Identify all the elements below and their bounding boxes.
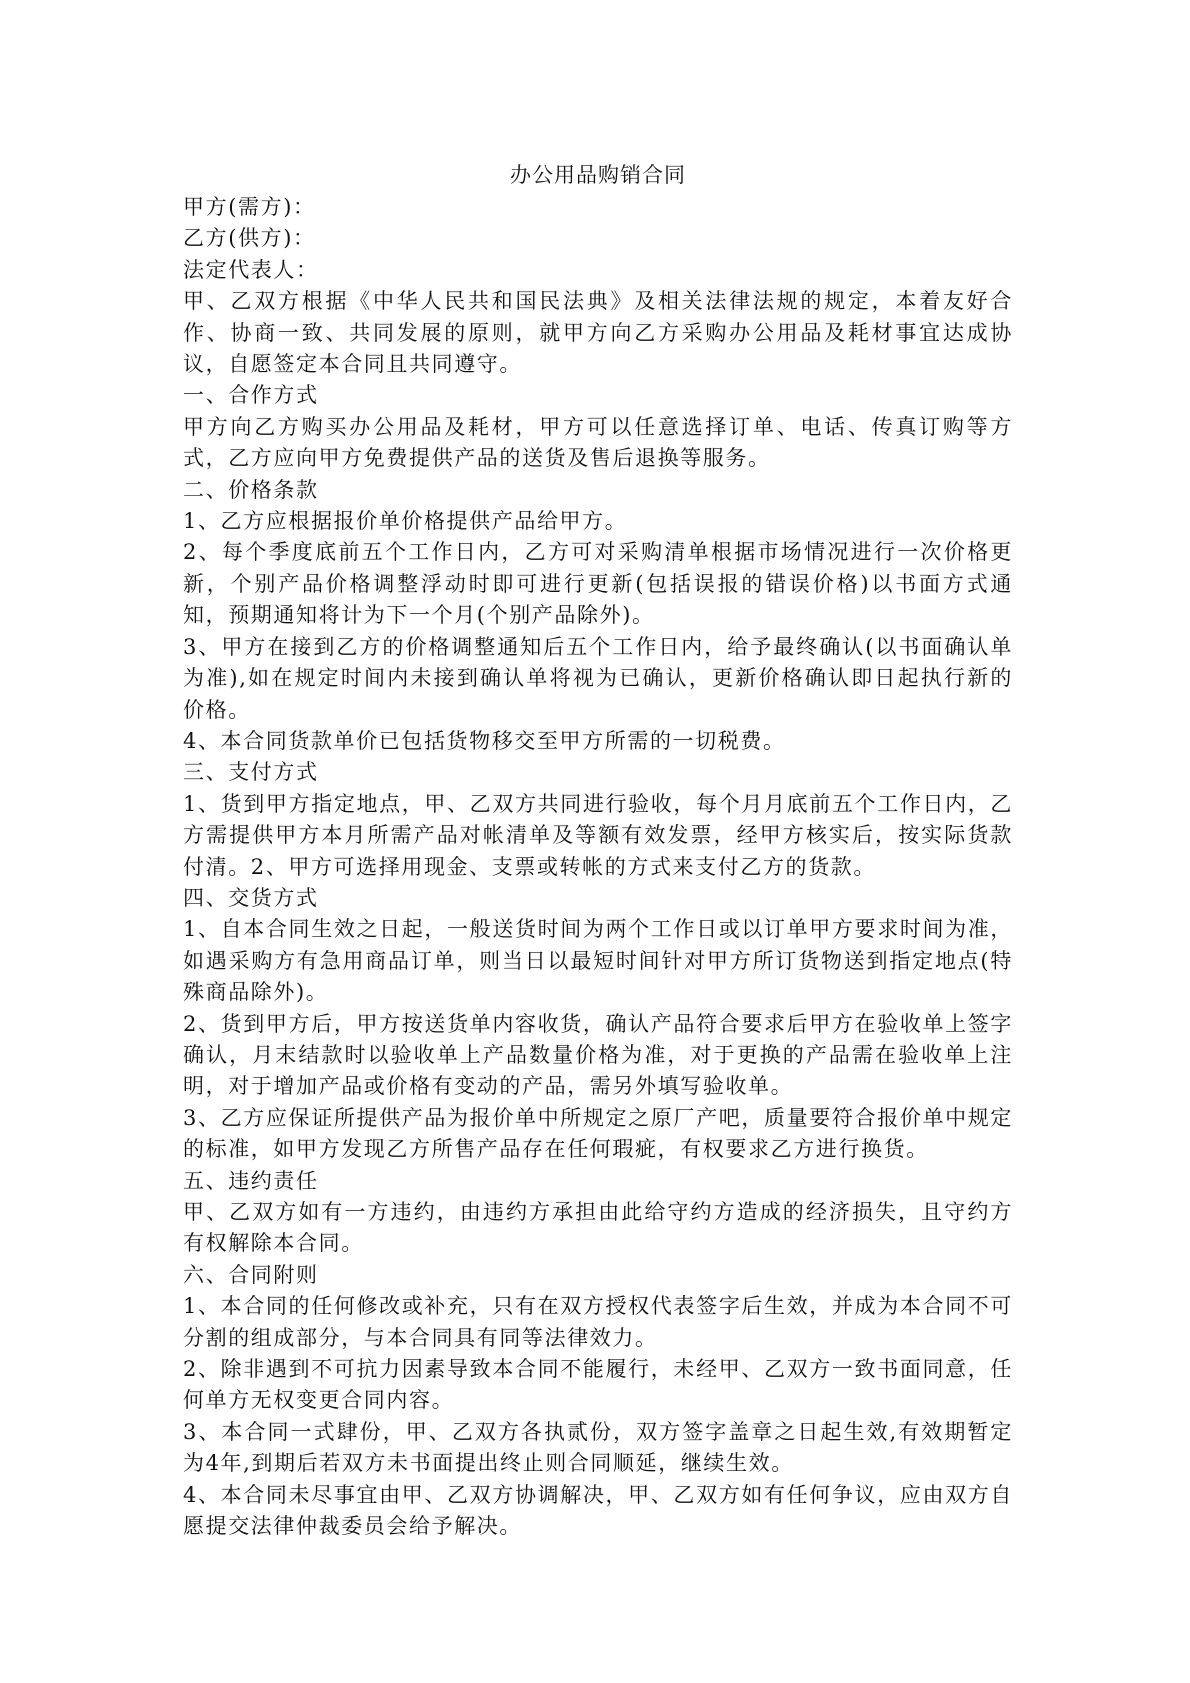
supplementary-clause-4: 4、本合同未尽事宜由甲、乙双方协调解决，甲、乙双方如有任何争议，应由双方自愿提交法律仲裁委员会给予解决。 (183, 1482, 1013, 1539)
legal-representative-field: 法定代表人： (183, 257, 319, 282)
supplementary-clause-3: 3、本合同一式肆份，甲、乙双方各执贰份，双方签字盖章之日起生效,有效期暂定为4年,到期后若双方未书面提出终止则合同顺延，继续生效。 (183, 1419, 1013, 1476)
price-clause-4: 4、本合同货款单价已包括货物移交至甲方所需的一切税费。 (183, 728, 786, 753)
section-heading-delivery: 四、交货方式 (183, 885, 319, 910)
price-clause-2: 2、每个季度底前五个工作日内，乙方可对采购清单根据市场情况进行一次价格更新，个别产品价格调整浮动时即可进行更新(包括误报的错误价格)以书面方式通知，预期通知将计为下一个月(个别产品除外)。 (183, 540, 1013, 628)
section-heading-payment: 三、支付方式 (183, 760, 319, 785)
liability-paragraph: 甲、乙双方如有一方违约，由违约方承担由此给守约方造成的经济损失，且守约方有权解除本合同。 (183, 1200, 1013, 1256)
preamble-paragraph: 甲、乙双方根据《中华人民共和国民法典》及相关法律法规的规定，本着友好合作、协商一致、共同发展的原则，就甲方向乙方采购办公用品及耗材事宜达成协议，自愿签定本合同且共同遵守。 (183, 289, 1013, 377)
party-b-field: 乙方(供方)： (183, 226, 316, 251)
cooperation-paragraph: 甲方向乙方购买办公用品及耗材，甲方可以任意选择订单、电话、传真订购等方式，乙方应向甲方免费提供产品的送货及售后退换等服务。 (183, 414, 1013, 471)
section-heading-supplementary: 六、合同附则 (183, 1262, 319, 1287)
supplementary-clause-1: 1、本合同的任何修改或补充，只有在双方授权代表签字后生效，并成为本合同不可分割的组成部分，与本合同具有同等法律效力。 (183, 1294, 1013, 1350)
contract-page (183, 160, 1013, 1542)
payment-clause: 1、货到甲方指定地点，甲、乙双方共同进行验收，每个月月底前五个工作日内，乙方需提供甲方本月所需产品对帐清单及等额有效发票，经甲方核实后，按实际货款付清。2、甲方可选择用现金、支票或转帐的方式来支付乙方的货款。 (183, 791, 1013, 879)
price-clause-1: 1、乙方应根据报价单价格提供产品给甲方。 (183, 509, 628, 534)
section-heading-price: 二、价格条款 (183, 477, 319, 502)
delivery-clause-3: 3、乙方应保证所提供产品为报价单中所规定之原厂产吧，质量要符合报价单中规定的标准，如甲方发现乙方所售产品存在任何瑕疵，有权要求乙方进行换货。 (183, 1105, 1013, 1162)
price-clause-3: 3、甲方在接到乙方的价格调整通知后五个工作日内，给予最终确认(以书面确认单为准),如在规定时间内未接到确认单将视为已确认，更新价格确认即日起执行新的价格。 (183, 634, 1013, 722)
section-heading-cooperation: 一、合作方式 (183, 383, 319, 408)
party-a-field: 甲方(需方)： (183, 195, 316, 219)
delivery-clause-1: 1、自本合同生效之日起，一般送货时间为两个工作日或以订单甲方要求时间为准，如遇采购方有急用商品订单，则当日以最短时间针对甲方所订货物送到指定地点(特殊商品除外)。 (183, 917, 1013, 1005)
supplementary-clause-2: 2、除非遇到不可抗力因素导致本合同不能履行，未经甲、乙双方一致书面同意，任何单方无权变更合同内容。 (183, 1357, 1013, 1413)
document-title: 办公用品购销合同 (510, 163, 686, 187)
delivery-clause-2: 2、货到甲方后，甲方按送货单内容收货，确认产品符合要求后甲方在验收单上签字确认，月末结款时以验收单上产品数量价格为准，对于更换的产品需在验收单上注明，对于增加产品或价格有变动的产品，需另外填写验收单。 (183, 1011, 1013, 1099)
section-heading-liability: 五、违约责任 (183, 1168, 319, 1193)
